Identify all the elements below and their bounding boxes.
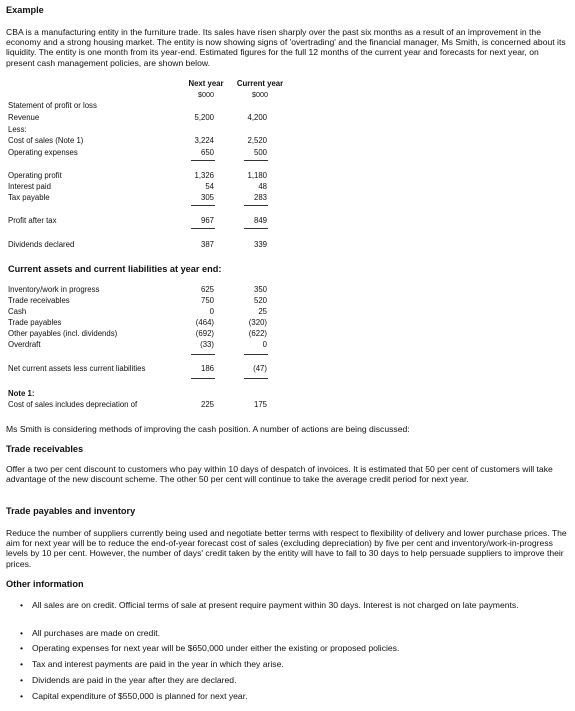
row-current: 4,200 (247, 113, 267, 122)
example-title: Example (6, 5, 44, 15)
row-current: 339 (253, 240, 267, 249)
sum-rule (244, 205, 268, 206)
sum-rule (191, 354, 215, 355)
row-current: 500 (253, 148, 267, 157)
total-rule (191, 378, 215, 379)
col-header-current: Current year (236, 79, 284, 88)
financial-table (6, 0, 572, 411)
row-label: Operating profit (8, 171, 62, 180)
unit-current: $000 (252, 90, 268, 99)
trade-payables-text: Reduce the number of suppliers currently being used and negotiate better terms with respect to flexibility of delivery and lower purchase prices. The aim for next year will be to reduce the end-of-year forecast cost of sales (excluding depreciation) by five per cent and inventory/work-in-progress levels by 10 per cent. However, the number of days' credit taken by the entity will have to fall to 30 days to help persuade suppliers to improve their prices. (6, 528, 567, 569)
total-rule (244, 378, 268, 379)
row-next: 625 (200, 285, 214, 294)
row-next: 186 (200, 364, 214, 373)
sum-rule (191, 205, 215, 206)
bullet-icon: • (20, 628, 24, 638)
row-current: 0 (262, 340, 267, 349)
row-label: Profit after tax (8, 216, 57, 225)
list-item: • Capital expenditure of $550,000 is planned for next year. (20, 691, 248, 701)
sum-rule (244, 354, 268, 355)
statement-title: Statement of profit or loss (8, 101, 97, 110)
row-current: (47) (253, 364, 267, 373)
row-current: 849 (253, 216, 267, 225)
col-header-next: Next year (188, 79, 224, 88)
row-label: Cash (8, 307, 27, 316)
row-next: (33) (200, 340, 214, 349)
row-current: 48 (258, 182, 267, 191)
list-item: • Dividends are paid in the year after they are declared. (20, 675, 237, 685)
row-label: Net current assets less current liabilities (8, 364, 146, 373)
sum-rule (191, 160, 215, 161)
row-next: (464) (195, 318, 214, 327)
row-label: Cost of sales (Note 1) (8, 136, 84, 145)
note-title: Note 1: (8, 389, 35, 398)
row-current: 283 (253, 193, 267, 202)
intro-paragraph: CBA is a manufacturing entity in the furniture trade. Its sales have risen sharply over the past six months as a result of an improvement in the economy and a strong housing market. The entity is now showing signs of 'overtrading' and the financial manager, Ms Smith, is concerned about its liquidity. The entity is one month from its year-end. Estimated figures for the full 12 months of the current year and forecasts for next year, on present cash management policies, are shown below. (6, 27, 566, 68)
unit-next: $000 (198, 90, 214, 99)
bullet-icon: • (20, 659, 24, 669)
bullet-icon: • (20, 691, 24, 701)
row-next: 305 (200, 193, 214, 202)
sum-rule (244, 228, 268, 229)
trade-payables-heading: Trade payables and inventory (6, 506, 136, 516)
row-next: (692) (195, 329, 214, 338)
note-current: 175 (253, 400, 267, 409)
row-label: Less: (8, 125, 27, 134)
list-item: • Tax and interest payments are paid in the year in which they arise. (20, 659, 284, 669)
row-current: 2,520 (247, 136, 267, 145)
row-next: 650 (200, 148, 214, 157)
list-item: • All purchases are made on credit. (20, 628, 161, 638)
bullet-icon: • (20, 643, 24, 653)
row-next: 1,326 (194, 171, 214, 180)
note-label: Cost of sales includes depreciation of (8, 400, 138, 409)
row-current: 1,180 (247, 171, 267, 180)
sum-rule (191, 228, 215, 229)
sum-rule (244, 160, 268, 161)
considering-text: Ms Smith is considering methods of improving the cash position. A number of actions are being discussed: (6, 424, 410, 434)
row-next: 5,200 (194, 113, 214, 122)
bullet-icon: • (20, 600, 24, 610)
row-label: Revenue (8, 113, 40, 122)
row-next: 750 (200, 296, 214, 305)
list-item: • All sales are on credit. Official terms of sale at present require payment within 30 days. Interest is not charged on late payments. (20, 600, 519, 610)
row-next: 3,224 (194, 136, 214, 145)
row-label: Trade payables (8, 318, 62, 327)
row-label: Operating expenses (8, 148, 78, 157)
row-current: 25 (258, 307, 267, 316)
row-next: 967 (200, 216, 214, 225)
row-next: 54 (205, 182, 214, 191)
row-label: Dividends declared (8, 240, 75, 249)
row-next: 387 (200, 240, 214, 249)
current-assets-heading: Current assets and current liabilities at year end: (8, 264, 222, 274)
bullet-icon: • (20, 675, 24, 685)
row-label: Inventory/work in progress (8, 285, 100, 294)
row-label: Overdraft (8, 340, 41, 349)
row-current: (622) (248, 329, 267, 338)
row-label: Trade receivables (8, 296, 70, 305)
row-label: Interest paid (8, 182, 51, 191)
list-item: • Operating expenses for next year will be $650,000 under either the existing or proposed policies. (20, 643, 400, 653)
row-current: 350 (253, 285, 267, 294)
row-label: Other payables (incl. dividends) (8, 329, 118, 338)
other-information-heading: Other information (6, 579, 84, 589)
trade-receivables-heading: Trade receivables (6, 444, 84, 454)
row-label: Tax payable (8, 193, 50, 202)
row-next: 0 (209, 307, 214, 316)
row-current: 520 (253, 296, 267, 305)
note-next: 225 (200, 400, 214, 409)
trade-receivables-text: Offer a two per cent discount to customers who pay within 10 days of despatch of invoices. It is estimated that 50 per cent of customers will take advantage of the new discount scheme. The other 50 per cent will continue to take the average credit period for next year. (6, 464, 553, 485)
row-current: (320) (248, 318, 267, 327)
